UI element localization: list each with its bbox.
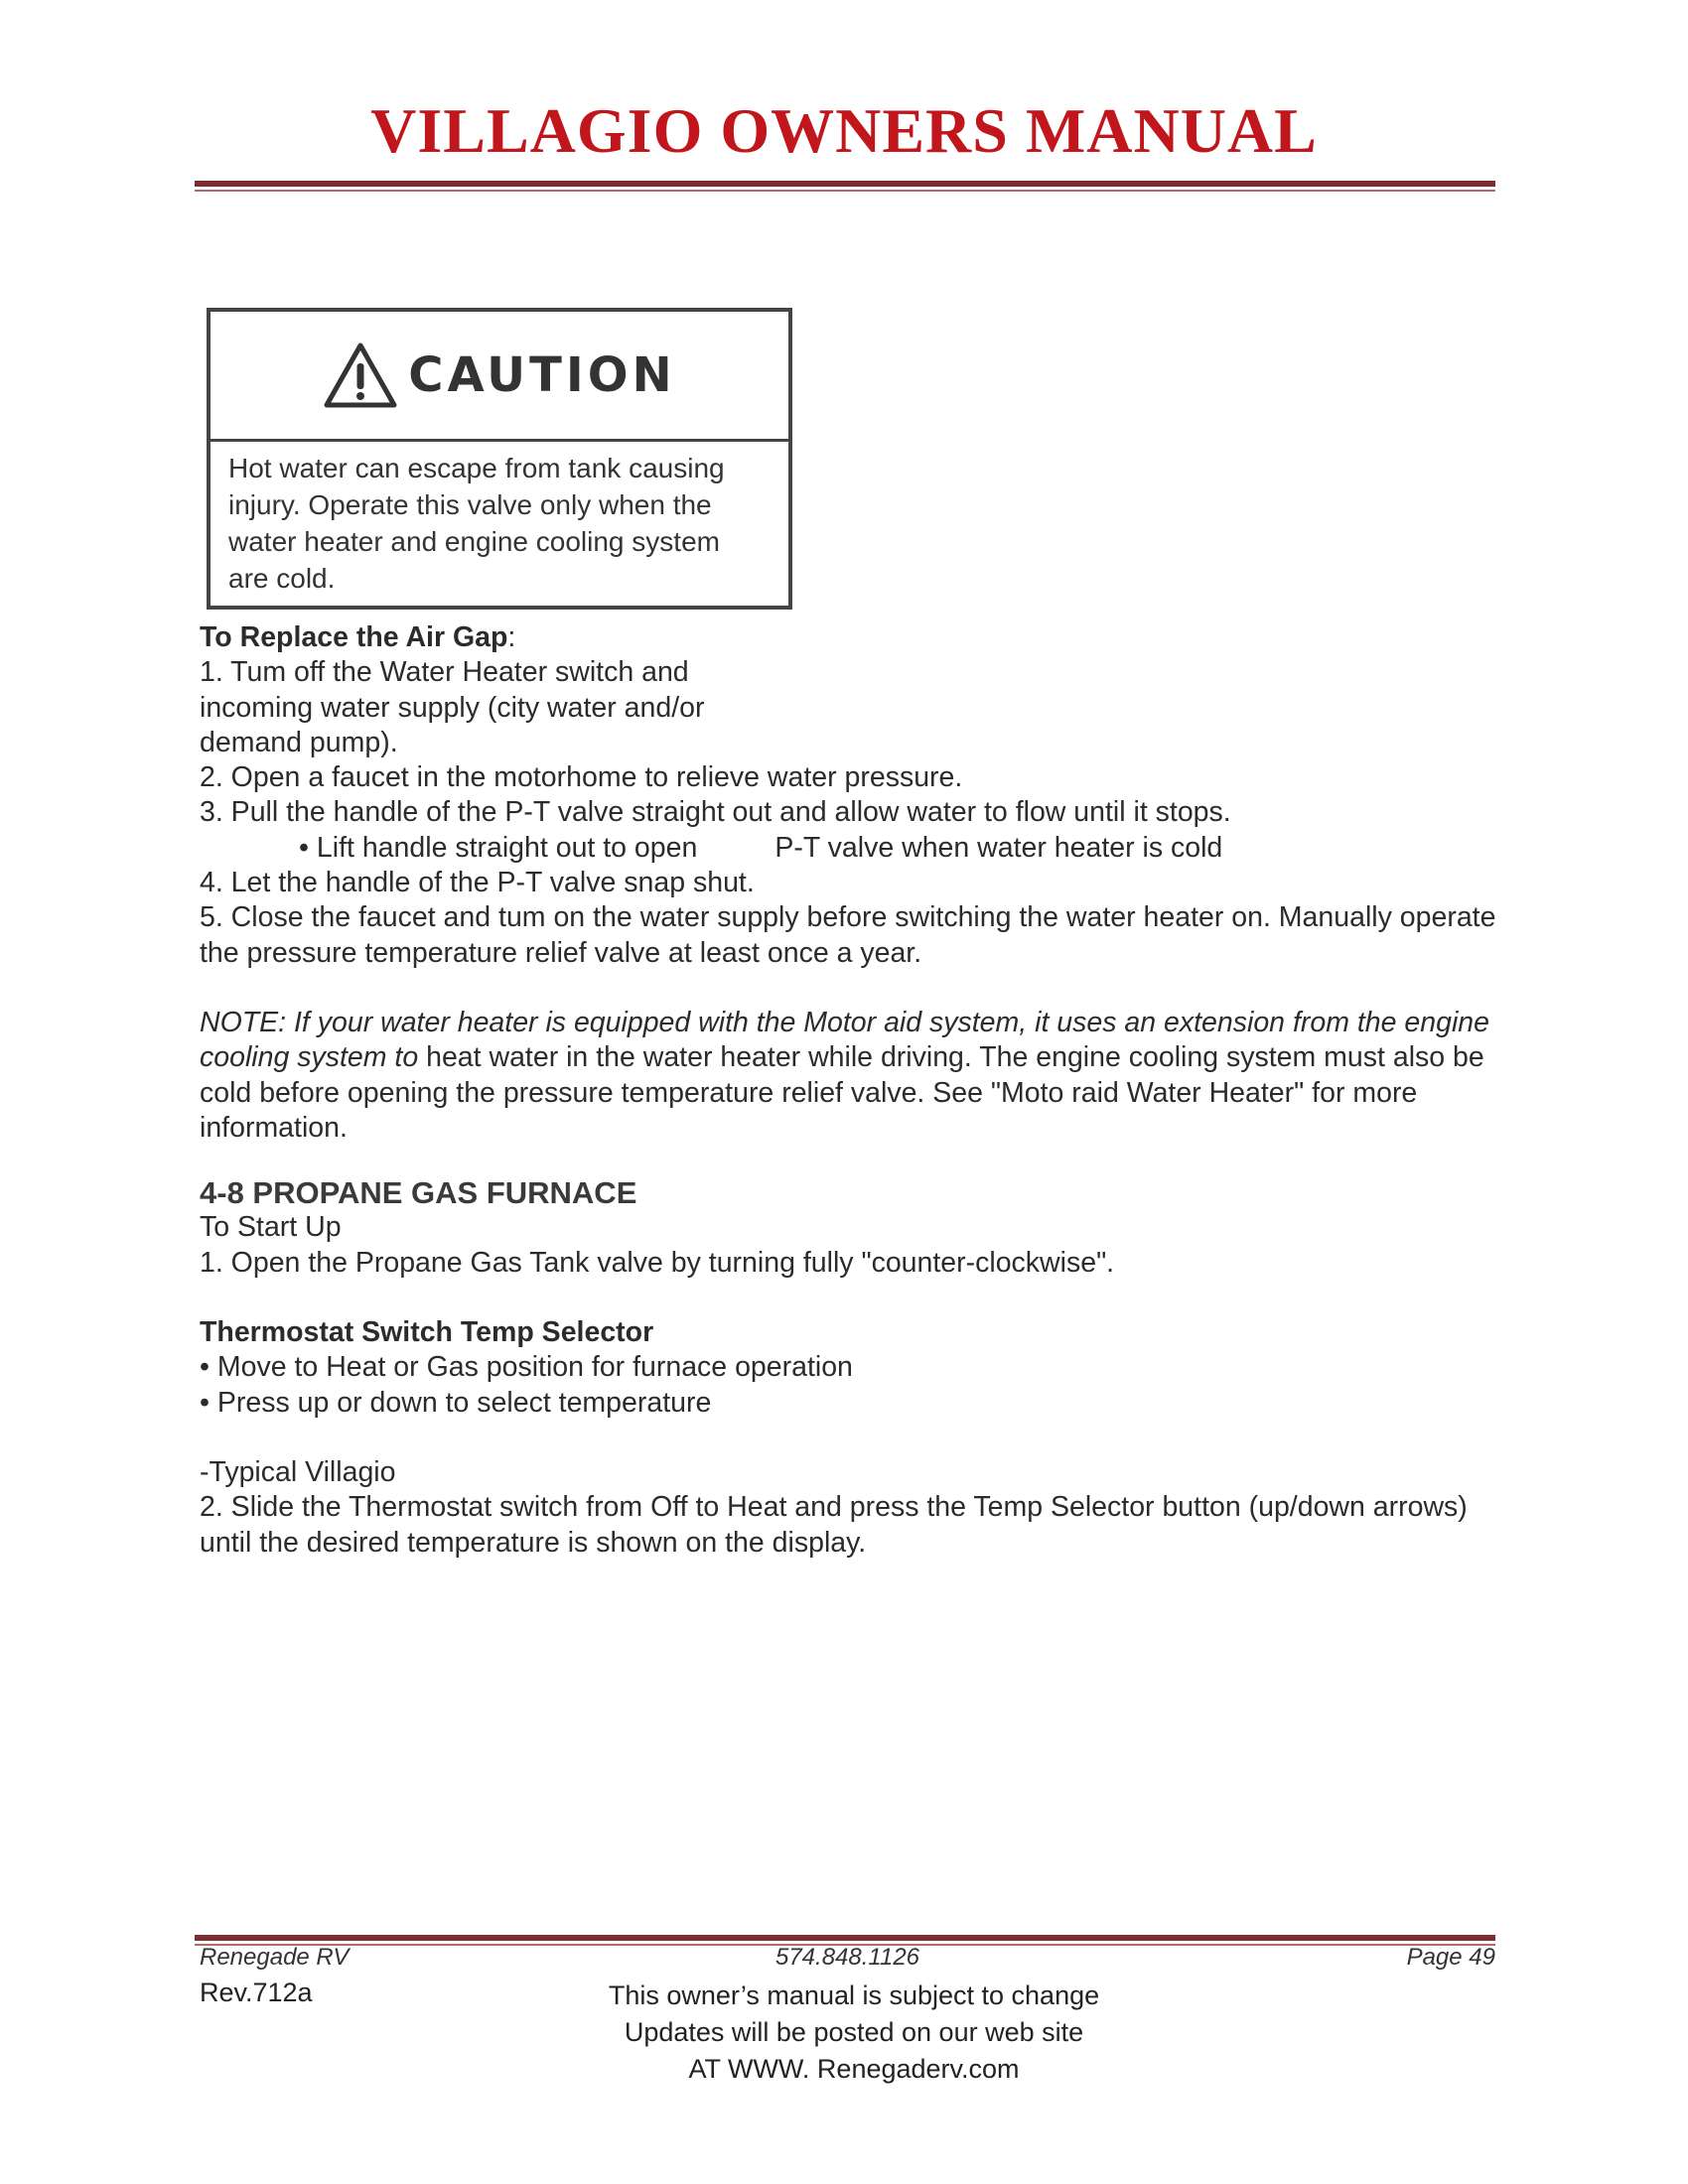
caution-line: Hot water can escape from tank causing (228, 453, 725, 483)
note-paragraph (200, 1006, 1500, 1146)
caution-line: are cold. (228, 563, 336, 594)
air-gap-heading (200, 620, 1500, 655)
page-title: VILLAGIO OWNERS MANUAL (370, 95, 1318, 166)
furnace-step-1: 1. Open the Propane Gas Tank valve by turning fully "counter-clockwise". (200, 1246, 1115, 1279)
step-3-bullet (200, 831, 1500, 866)
main-content (200, 620, 1500, 1561)
header-rule (195, 181, 1495, 192)
thermostat-bullet: • Move to Heat or Gas position for furnace operation (200, 1351, 853, 1384)
bullet-part-1: • Lift handle straight out to open (299, 831, 698, 864)
step-2: 2. Open a faucet in the motorhome to relieve water pressure. (200, 761, 963, 794)
warning-triangle-icon (323, 341, 398, 409)
notice-line: This owner’s manual is subject to change (608, 1980, 1100, 2010)
footer-revision: Rev.712a (200, 1978, 313, 2007)
furnace-heading: 4-8 PROPANE GAS FURNACE (200, 1175, 637, 1211)
note-regular: heat water in the water heater while driving. The engine cooling system must also be cold before opening the pressure temperature relief valve. See "Moto raid Water Heater" for more information. (200, 1041, 1484, 1144)
air-gap-heading-text: To Replace the Air Gap (200, 621, 508, 653)
step-3: 3. Pull the handle of the P-T valve straight out and allow water to flow until it stops. (200, 796, 1231, 829)
caution-header (211, 312, 788, 442)
footer-company: Renegade RV (200, 1944, 350, 1971)
notice-line: Updates will be posted on our web site (624, 2017, 1084, 2047)
thermostat-heading: Thermostat Switch Temp Selector (200, 1316, 654, 1349)
note-italic: NOTE: If your water heater is equipped with the Motor aid system, it uses an extension from the engine cooling system to (200, 1006, 1489, 1074)
step-1-line: incoming water supply (city water and/or (200, 691, 705, 724)
step-4: 4. Let the handle of the P-T valve snap shut. (200, 867, 755, 899)
footer-page-number: Page 49 (1406, 1944, 1495, 1971)
footer-phone: 574.848.1126 (774, 1944, 920, 1971)
thermostat-bullet: • Press up or down to select temperature (200, 1386, 712, 1419)
air-gap-heading-colon: : (507, 621, 516, 653)
bullet-part-2: P-T valve when water heater is cold (774, 831, 1223, 864)
furnace-step-2: 2. Slide the Thermostat switch from Off to Heat and press the Temp Selector button (up/down arrows) until the desired temperature is shown on the display. (200, 1491, 1468, 1559)
caution-box (207, 308, 792, 610)
step-1-line: demand pump). (200, 726, 398, 758)
caution-word: CAUTION (408, 347, 676, 403)
step-5: 5. Close the faucet and tum on the water supply before switching the water heater on. Manually operate the pressure temperature relief valve at least once a year. (200, 901, 1496, 969)
notice-line: AT WWW. Renegaderv.com (688, 2054, 1020, 2084)
furnace-subheading: To Start Up (200, 1211, 342, 1244)
footer-notice (536, 1978, 1172, 2088)
caution-text (211, 442, 788, 597)
caution-line: water heater and engine cooling system (228, 526, 720, 557)
caution-line: injury. Operate this valve only when the (228, 489, 712, 520)
typical-villagio: -Typical Villagio (200, 1455, 396, 1488)
step-1-line: 1. Tum off the Water Heater switch and (200, 656, 689, 689)
